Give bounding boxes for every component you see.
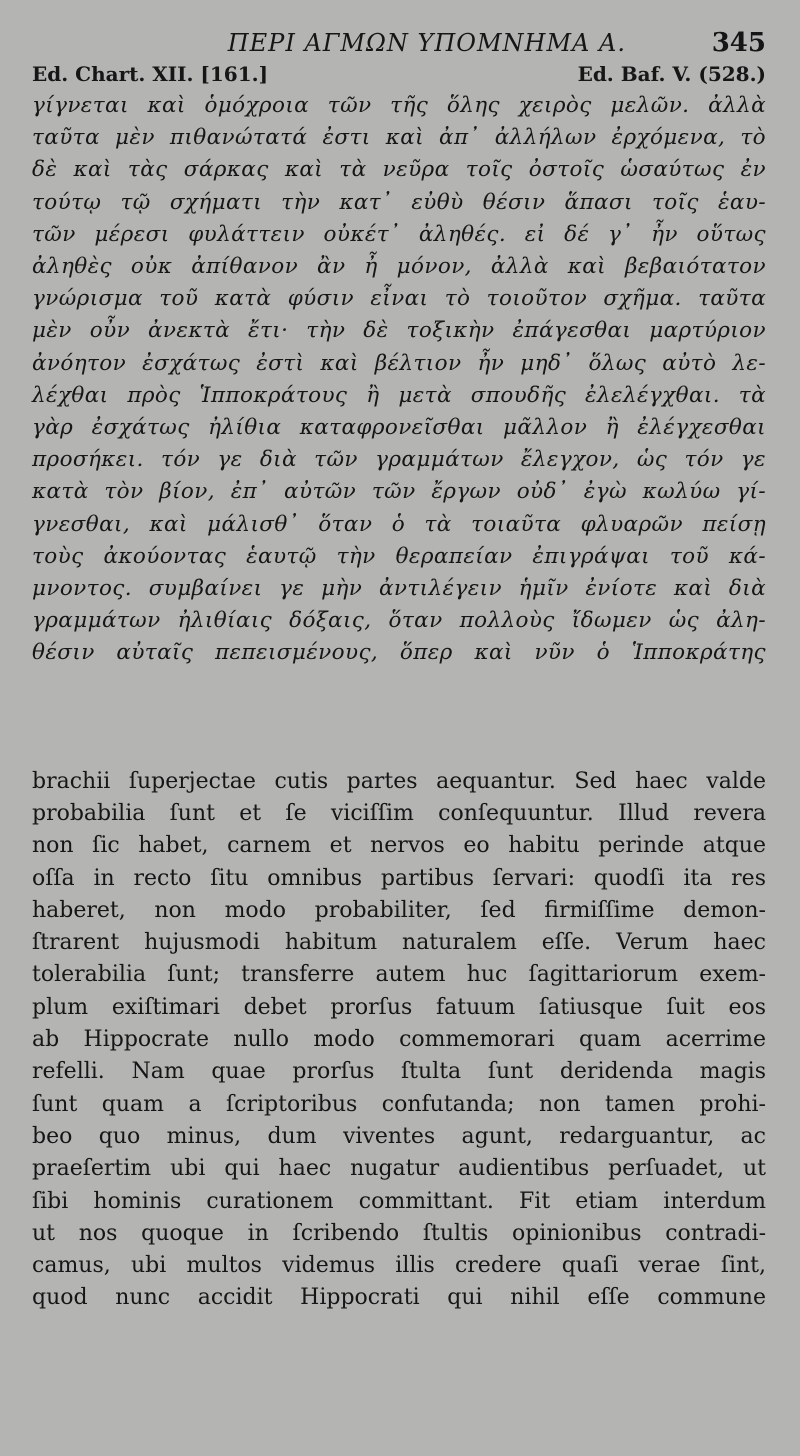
text-line: ταῦτα μὲν πιθανώτατά ἐστι καὶ ἀπ᾿ ἀλλήλων ἐρχόμενα, τὸ: [32, 125, 766, 151]
text-line: camus, ubi multos videmus illis credere quaſi verae ſint,: [32, 1253, 766, 1279]
text-line: γὰρ ἐσχάτως ἠλίθια καταφρονεῖσθαι μᾶλλον ἢ ἐλέγχεσθαι: [32, 415, 766, 441]
text-line: ſibi hominis curationem committant. Fit etiam interdum: [32, 1188, 766, 1214]
text-line: probabilia ſunt et ſe viciſſim conſequuntur. Illud revera: [32, 800, 766, 826]
column-gap: [32, 670, 766, 766]
text-line: τῶν μέρεσι φυλάττειν οὐκέτ᾿ ἀληθές. εἰ δέ γ᾿ ἦν οὕτως: [32, 221, 766, 247]
edition-left: Ed. Chart. XII. [161.]: [32, 62, 269, 86]
text-line: plum exiſtimari debet prorſus fatuum ſatiusque ſuit eos: [32, 994, 766, 1020]
text-line: tolerabilia ſunt; transferre autem huc ſagittariorum exem-: [32, 962, 766, 988]
text-line: τοὺς ἀκούοντας ἑαυτῷ τὴν θεραπείαν ἐπιγράψαι τοῦ κά-: [32, 543, 766, 569]
text-line: μνοντος. συμβαίνει γε μὴν ἀντιλέγειν ἡμῖν ἐνίοτε καὶ διὰ: [32, 576, 766, 602]
text-line: ἀληθὲς οὐκ ἀπίθανον ἂν ἦ μόνον, ἀλλὰ καὶ βεβαιότατον: [32, 254, 766, 280]
text-line: refelli. Nam quae prorſus ſtulta ſunt deridenda magis: [32, 1059, 766, 1085]
text-line: κατὰ τὸν βίον, ἐπ᾿ αὐτῶν τῶν ἔργων οὐδ᾿ ἐγὼ κωλύω γί-: [32, 479, 766, 505]
text-line: ἀνόητον ἐσχάτως ἐστὶ καὶ βέλτιον ἦν μηδ᾿ ὅλως αὐτὸ λε-: [32, 350, 766, 376]
greek-text-block: [32, 90, 766, 670]
text-line: ab Hippocrate nullo modo commemorari quam acerrime: [32, 1027, 766, 1053]
text-line: λέχθαι πρὸς Ἱπποκράτους ἢ μετὰ σπουδῆς ἐλελέγχθαι. τὰ: [32, 382, 766, 408]
edition-right: Ed. Baf. V. (528.): [577, 62, 766, 86]
text-line: ut nos quoque in ſcribendo ſtultis opinionibus contradi-: [32, 1220, 766, 1246]
latin-text-block: [32, 766, 766, 1315]
text-line: μὲν οὖν ἀνεκτὰ ἔτι· τὴν δὲ τοξικὴν ἐπάγεσθαι μαρτύριον: [32, 318, 766, 344]
text-line: γίγνεται καὶ ὁμόχροια τῶν τῆς ὅλης χειρὸς μελῶν. ἀλλὰ: [32, 93, 766, 118]
text-line: ſunt quam a ſcriptoribus confutanda; non tamen prohi-: [32, 1091, 766, 1117]
text-line: haberet, non modo probabiliter, ſed firmiſſime demon-: [32, 897, 766, 923]
text-line: quod nunc accidit Hippocrati qui nihil eſſe commune: [32, 1285, 766, 1311]
text-line: praeſertim ubi qui haec nugatur audientibus perſuadet, ut: [32, 1156, 766, 1182]
text-line: θέσιν αὐταῖς πεπεισμένους, ὅπερ καὶ νῦν ὁ Ἱπποκράτης: [32, 640, 766, 666]
text-line: γραμμάτων ἠλιθίαις δόξαις, ὅταν πολλοὺς ἴδωμεν ὡς ἀλη-: [32, 608, 766, 634]
running-header: [32, 28, 766, 62]
text-line: τούτῳ τῷ σχήματι τὴν κατ᾿ εὐθὺ θέσιν ἅπασι τοῖς ἑαυ-: [32, 189, 766, 215]
page-number: 345: [711, 28, 766, 58]
edition-line: [32, 62, 766, 90]
text-line: ſtrarent hujusmodi habitum naturalem eſſe. Verum haec: [32, 930, 766, 956]
text-line: δὲ καὶ τὰς σάρκας καὶ τὰ νεῦρα τοῖς ὀστοῖς ὡσαύτως ἐν: [32, 157, 766, 183]
text-line: γνώρισμα τοῦ κατὰ φύσιν εἶναι τὸ τοιοῦτον σχῆμα. ταῦτα: [32, 286, 766, 312]
text-line: brachii ſuperjectae cutis partes aequantur. Sed haec valde: [32, 768, 766, 794]
text-line: beo quo minus, dum viventes agunt, redarguantur, ac: [32, 1123, 766, 1149]
running-title: ΠΕΡΙ ΑΓΜΩΝ ΥΠΟΜΝΗΜΑ Α.: [227, 29, 626, 57]
text-line: oſſa in recto ſitu omnibus partibus ſervari: quodſi ita res: [32, 865, 766, 891]
text-line: προσήκει. τόν γε διὰ τῶν γραμμάτων ἔλεγχον, ὡς τόν γε: [32, 447, 766, 473]
text-line: non ſic habet, carnem et nervos eo habitu perinde atque: [32, 833, 766, 859]
text-line: γνεσθαι, καὶ μάλισθ᾿ ὅταν ὁ τὰ τοιαῦτα φλυαρῶν πείσῃ: [32, 511, 766, 537]
